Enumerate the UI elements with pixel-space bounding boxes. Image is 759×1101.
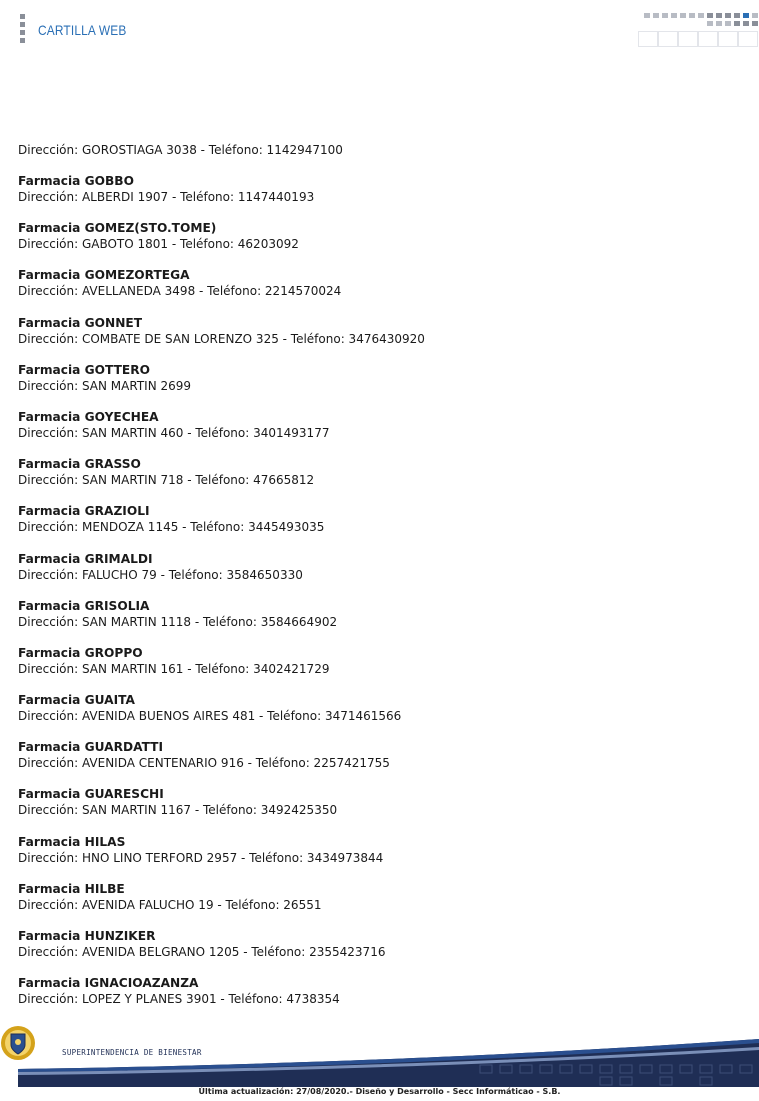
- page-header: [0, 0, 759, 60]
- pharmacy-name: Farmacia GUAITA: [18, 693, 135, 708]
- list-item: [18, 739, 738, 786]
- pharmacy-address: Dirección: ALBERDI 1907 - Teléfono: 1147440193: [18, 190, 315, 204]
- list-item: [18, 975, 738, 1022]
- list-item: [18, 142, 738, 173]
- pharmacy-name: Farmacia GUARDATTI: [18, 740, 164, 755]
- pharmacy-address: Dirección: AVENIDA FALUCHO 19 - Teléfono: 26551: [18, 897, 322, 912]
- pharmacy-address: Dirección: GABOTO 1801 - Teléfono: 46203092: [18, 237, 299, 252]
- pharmacy-list: [18, 142, 738, 1022]
- page-footer: [0, 1025, 759, 1101]
- list-item: [18, 220, 738, 267]
- list-item: [18, 315, 738, 362]
- pharmacy-address: Dirección: AVELLANEDA 3498 - Teléfono: 2214570024: [18, 284, 342, 299]
- pharmacy-address: Dirección: AVENIDA BUENOS AIRES 481 - Teléfono: 3471461566: [18, 709, 402, 724]
- pharmacy-address: Dirección: SAN MARTIN 1118 - Teléfono: 3584664902: [18, 614, 338, 629]
- pharmacy-name: Farmacia GOMEZORTEGA: [18, 268, 190, 283]
- pharmacy-address: Dirección: SAN MARTIN 460 - Teléfono: 3401493177: [18, 425, 330, 440]
- pharmacy-address: Dirección: LOPEZ Y PLANES 3901 - Teléfono: 4738354: [18, 992, 340, 1007]
- pharmacy-address: Dirección: SAN MARTIN 718 - Teléfono: 47665812: [18, 473, 315, 488]
- police-seal-icon: [0, 1025, 36, 1061]
- pharmacy-name: Farmacia GOYECHEA: [18, 409, 159, 424]
- pharmacy-name: Farmacia HILBE: [18, 881, 125, 896]
- header-decoration: [636, 12, 759, 48]
- list-item: [18, 645, 738, 692]
- page-title: CARTILLA WEB: [38, 22, 127, 38]
- organization-name: SUPERINTENDENCIA DE BIENESTAR: [62, 1048, 202, 1057]
- list-item: [18, 551, 738, 598]
- pharmacy-address: Dirección: AVENIDA BELGRANO 1205 - Teléfono: 2355423716: [18, 945, 386, 959]
- pharmacy-address: Dirección: HNO LINO TERFORD 2957 - Teléfono: 3434973844: [18, 850, 384, 865]
- pharmacy-name: Farmacia GRASSO: [18, 457, 141, 472]
- pharmacy-name: Farmacia GRIMALDI: [18, 551, 153, 566]
- list-item: [18, 834, 738, 881]
- pharmacy-address: Dirección: SAN MARTIN 161 - Teléfono: 3402421729: [18, 661, 330, 676]
- pharmacy-name: Farmacia GOTTERO: [18, 362, 150, 377]
- pharmacy-name: Farmacia IGNACIOAZANZA: [18, 976, 199, 991]
- last-updated-text: Última actualización: 27/08/2020.- Diseño y Desarrollo - Secc Informáticao - S.B.: [198, 1087, 561, 1096]
- list-item: [18, 456, 738, 503]
- pharmacy-name: Farmacia GRISOLIA: [18, 598, 150, 613]
- list-item: [18, 173, 738, 220]
- pharmacy-address: Dirección: AVENIDA CENTENARIO 916 - Teléfono: 2257421755: [18, 756, 390, 771]
- pharmacy-name: Farmacia GRAZIOLI: [18, 504, 150, 519]
- pharmacy-name: Farmacia HILAS: [18, 834, 126, 849]
- pharmacy-address: Dirección: FALUCHO 79 - Teléfono: 3584650330: [18, 567, 303, 582]
- pharmacy-address: Dirección: GOROSTIAGA 3038 - Teléfono: 1142947100: [18, 143, 343, 157]
- list-item: [18, 362, 738, 409]
- list-item: [18, 409, 738, 456]
- pharmacy-address: Dirección: COMBATE DE SAN LORENZO 325 - Teléfono: 3476430920: [18, 331, 425, 346]
- pharmacy-name: Farmacia HUNZIKER: [18, 929, 156, 943]
- pharmacy-name: Farmacia GONNET: [18, 315, 143, 330]
- pharmacy-name: Farmacia GROPPO: [18, 645, 143, 660]
- pharmacy-address: Dirección: MENDOZA 1145 - Teléfono: 3445493035: [18, 520, 325, 535]
- pharmacy-name: Farmacia GOBBO: [18, 174, 134, 188]
- list-item: [18, 692, 738, 739]
- list-item: [18, 267, 738, 314]
- pharmacy-address: Dirección: SAN MARTIN 1167 - Teléfono: 3492425350: [18, 803, 338, 818]
- list-item: [18, 598, 738, 645]
- list-item: [18, 928, 738, 975]
- pharmacy-address: Dirección: SAN MARTIN 2699: [18, 378, 192, 393]
- brand-bar-icon: [20, 14, 25, 46]
- pharmacy-name: Farmacia GUARESCHI: [18, 787, 164, 802]
- list-item: [18, 503, 738, 550]
- list-item: [18, 786, 738, 833]
- pharmacy-name: Farmacia GOMEZ(STO.TOME): [18, 221, 217, 236]
- list-item: [18, 881, 738, 928]
